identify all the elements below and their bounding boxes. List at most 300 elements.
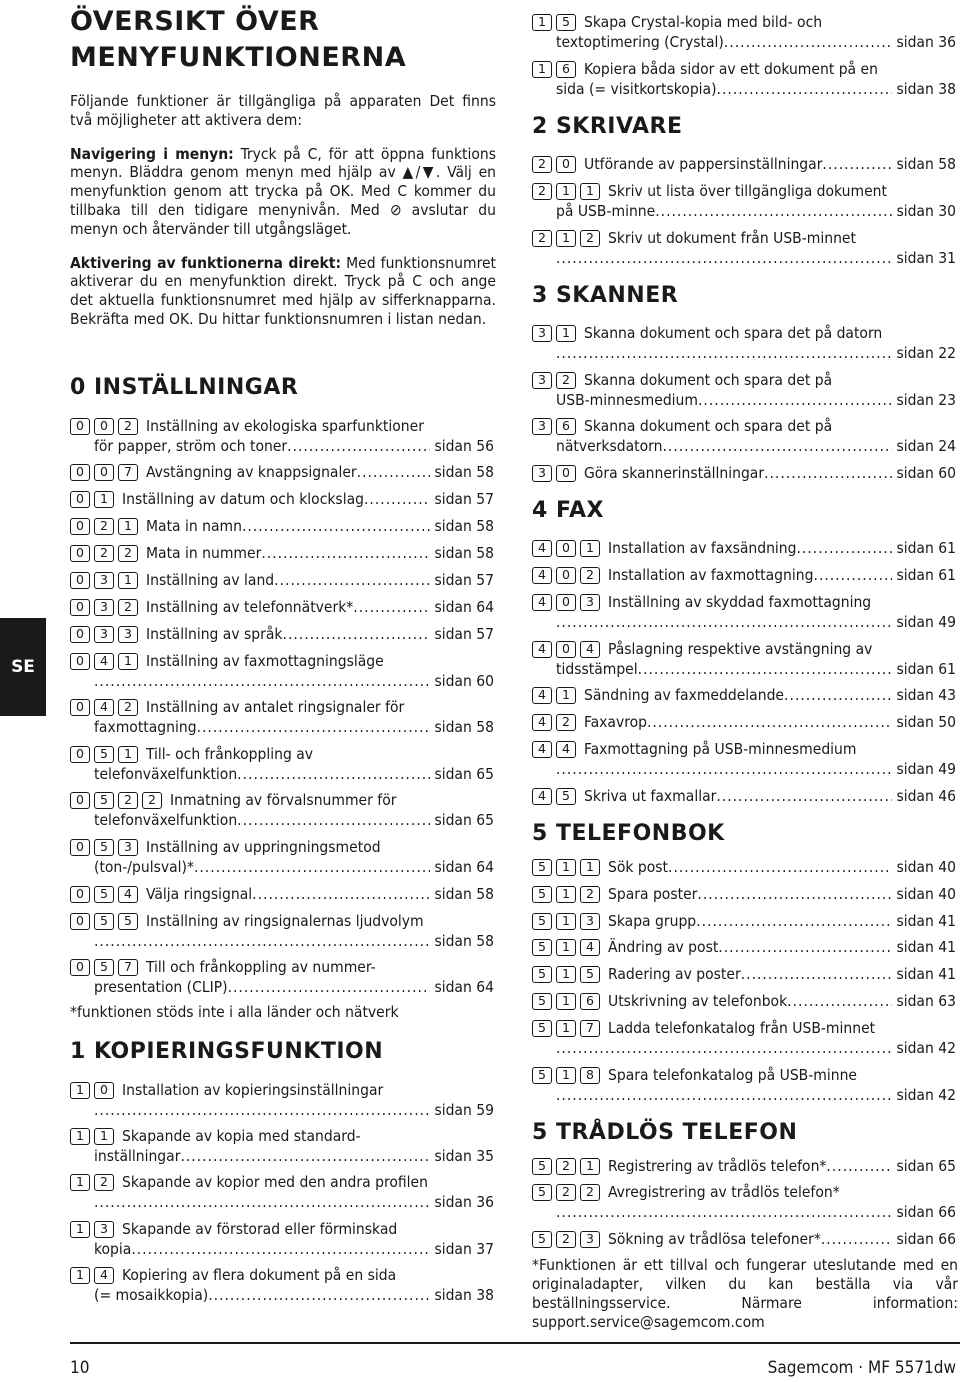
function-keys: [532, 183, 600, 200]
entry-line: [532, 786, 956, 806]
digit-key: 2: [118, 699, 138, 716]
page-reference: sidan 66: [896, 1203, 956, 1221]
function-keys: [532, 741, 576, 758]
digit-key: 3: [532, 418, 552, 435]
function-keys: [70, 699, 138, 716]
entry-label-continued: (= mosaikkopia): [94, 1286, 209, 1304]
digit-key: 0: [556, 156, 576, 173]
entry-label-continued: tidsstämpel: [556, 660, 638, 678]
entry-label: Skapa grupp: [608, 912, 697, 930]
dot-leader: [364, 489, 430, 509]
digit-key: 5: [532, 913, 552, 930]
entry-line: [532, 463, 956, 483]
menu-entry-404: [532, 639, 956, 679]
menu-entry-16: [532, 59, 956, 99]
entry-label: Inställning av antalet ringsignaler för: [146, 698, 405, 716]
menu-entry-031: [70, 570, 494, 590]
entry-line: [532, 712, 956, 732]
digit-key: 0: [94, 418, 114, 435]
entry-line: [532, 1229, 956, 1249]
dot-leader: [647, 712, 892, 732]
digit-key: 2: [556, 714, 576, 731]
entry-label-continued: för papper, ström och toner: [94, 437, 288, 455]
digit-key: 5: [532, 966, 552, 983]
entry-line-continued: [532, 659, 956, 679]
digit-key: 5: [94, 839, 114, 856]
entry-line: [532, 937, 956, 957]
menu-entry-42: [532, 712, 956, 732]
entry-label: Inställning av skyddad faxmottagning: [608, 593, 872, 611]
digit-key: 5: [94, 959, 114, 976]
function-keys: [70, 599, 138, 616]
entry-label-continued: presentation (CLIP): [94, 978, 228, 996]
function-keys: [532, 714, 576, 731]
dot-leader: [237, 764, 430, 784]
entry-line: [532, 538, 956, 558]
digit-key: 5: [532, 886, 552, 903]
page-reference: sidan 57: [434, 490, 494, 508]
menu-entry-516: [532, 991, 956, 1011]
dot-leader: [556, 1202, 892, 1222]
page-reference: sidan 65: [896, 1157, 956, 1175]
function-keys: [70, 653, 138, 670]
digit-key: 3: [118, 626, 138, 643]
section-heading-skanner: 3 SKANNER: [532, 283, 679, 308]
page-reference: sidan 61: [896, 566, 956, 584]
entry-label: Sök post: [608, 858, 669, 876]
entry-label-continued: textoptimering (Crystal): [556, 33, 724, 51]
menu-entry-511: [532, 857, 956, 877]
page-reference: sidan 41: [896, 938, 956, 956]
function-keys: [70, 746, 138, 763]
digit-key: 0: [70, 518, 90, 535]
digit-key: 2: [532, 183, 552, 200]
dot-leader: [261, 543, 430, 563]
function-keys: [532, 1067, 600, 1084]
entry-label: Skriv ut dokument från USB-minnet: [608, 229, 856, 247]
menu-entry-14: [70, 1265, 494, 1305]
page-reference: sidan 58: [434, 885, 494, 903]
digit-key: 1: [94, 491, 114, 508]
dot-leader: [237, 810, 430, 830]
page-reference: sidan 40: [896, 858, 956, 876]
digit-key: 3: [532, 372, 552, 389]
digit-key: 5: [94, 886, 114, 903]
function-keys: [532, 1231, 600, 1248]
dot-leader: [556, 759, 892, 779]
digit-key: 4: [94, 653, 114, 670]
digit-key: 3: [94, 1221, 114, 1238]
menu-entry-45: [532, 786, 956, 806]
entry-line: [532, 639, 956, 659]
menu-entry-20: [532, 154, 956, 174]
entry-line: [532, 991, 956, 1011]
entry-line-continued: [70, 1146, 494, 1166]
entry-label-continued: sida (= visitkortskopia): [556, 80, 717, 98]
entry-line: [532, 857, 956, 877]
function-keys: [70, 491, 114, 508]
function-keys: [70, 913, 138, 930]
page-reference: sidan 50: [896, 713, 956, 731]
digit-key: 5: [94, 913, 114, 930]
digit-key: 1: [70, 1267, 90, 1284]
entry-line: [532, 181, 956, 201]
digit-key: 0: [70, 653, 90, 670]
digit-key: 2: [556, 1231, 576, 1248]
entry-line-continued: [532, 343, 956, 363]
function-keys: [70, 418, 138, 435]
product-name: Sagemcom · MF 5571dw: [767, 1358, 956, 1378]
digit-key: 2: [556, 372, 576, 389]
dot-leader: [741, 964, 893, 984]
function-keys: [532, 913, 600, 930]
function-keys: [532, 939, 600, 956]
dot-leader: [274, 570, 430, 590]
digit-key: 1: [556, 325, 576, 342]
digit-key: 2: [532, 156, 552, 173]
entry-line: [532, 911, 956, 931]
digit-key: 5: [532, 1067, 552, 1084]
entry-line-continued: [532, 1085, 956, 1105]
function-keys: [70, 572, 138, 589]
entry-label: Inställning av språk: [146, 625, 283, 643]
entry-line: [70, 790, 494, 810]
menu-entry-041: [70, 651, 494, 691]
digit-key: 0: [556, 641, 576, 658]
menu-entry-515: [532, 964, 956, 984]
entry-label: Skanna dokument och spara det på: [584, 417, 833, 435]
entry-label: Avstängning av knappsignaler: [146, 463, 357, 481]
digit-key: 2: [94, 1174, 114, 1191]
digit-key: 8: [580, 1067, 600, 1084]
footnote-right: *Funktionen är ett tillval och fungerar uteslutande med en originaladapter, vilken du kan beställa via vår beställningsservice. Närmare information: support.service@sagemcom.com: [532, 1256, 958, 1331]
digit-key: 3: [94, 599, 114, 616]
intro-navigation: [70, 145, 496, 239]
menu-entry-32: [532, 370, 956, 410]
digit-key: 5: [580, 966, 600, 983]
digit-key: 1: [580, 859, 600, 876]
function-keys: [70, 959, 138, 976]
digit-key: 4: [580, 641, 600, 658]
digit-key: 3: [580, 594, 600, 611]
entry-line: [532, 1018, 956, 1038]
page-reference: sidan 49: [896, 613, 956, 631]
entry-line: [532, 228, 956, 248]
digit-key: 2: [556, 1184, 576, 1201]
function-keys: [532, 156, 576, 173]
entry-line: [70, 570, 494, 590]
entry-line-continued: [70, 977, 494, 997]
page-reference: sidan 66: [896, 1230, 956, 1248]
page-reference: sidan 41: [896, 965, 956, 983]
digit-key: 0: [70, 545, 90, 562]
entry-label: Till- och frånkoppling av: [146, 745, 314, 763]
menu-entry-41: [532, 685, 956, 705]
entry-line: [70, 1265, 494, 1285]
entry-line-continued: [532, 79, 956, 99]
navigation-text: Tryck på C, för att öppna funktions menyn. Bläddra genom menyn med hjälp av ▲/▼. Välj en menyfunktion genom att trycka på OK. Med C kommer du tillbaka till den tidigare menynivån. Med ⊘ avslutar du menyn och återvänder till utgångsläget.: [70, 144, 497, 238]
entry-line: [70, 1126, 494, 1146]
digit-key: 1: [556, 939, 576, 956]
function-keys: [532, 372, 576, 389]
entry-line-continued: [70, 671, 494, 691]
digit-key: 1: [556, 886, 576, 903]
page-reference: sidan 58: [434, 517, 494, 535]
menu-entry-402: [532, 565, 956, 585]
function-keys: [70, 545, 138, 562]
entry-label: Mata in namn: [146, 517, 242, 535]
digit-key: 0: [556, 594, 576, 611]
digit-key: 5: [94, 746, 114, 763]
digit-key: 2: [580, 886, 600, 903]
dot-leader: [638, 659, 893, 679]
page-reference: sidan 65: [434, 811, 494, 829]
digit-key: 1: [556, 913, 576, 930]
entry-label: Inställning av faxmottagningsläge: [146, 652, 384, 670]
page-reference: sidan 43: [896, 686, 956, 704]
digit-key: 0: [70, 599, 90, 616]
digit-key: 5: [94, 792, 114, 809]
entry-line: [532, 323, 956, 343]
dot-leader: [556, 1038, 892, 1058]
footer-divider: [70, 1342, 960, 1344]
section-heading-fax: 4 FAX: [532, 498, 604, 523]
dot-leader: [813, 565, 892, 585]
dot-leader: [826, 1156, 892, 1176]
digit-key: 4: [532, 687, 552, 704]
digit-key: 1: [94, 1128, 114, 1145]
entry-line: [70, 597, 494, 617]
digit-key: 0: [556, 540, 576, 557]
entry-line: [532, 1065, 956, 1085]
digit-key: 1: [118, 653, 138, 670]
function-keys: [532, 687, 576, 704]
digit-key: 2: [580, 1184, 600, 1201]
digit-key: 5: [532, 1231, 552, 1248]
function-keys: [532, 788, 576, 805]
dot-leader: [724, 32, 893, 52]
entry-line-continued: [70, 764, 494, 784]
page-reference: sidan 24: [896, 437, 956, 455]
page-reference: sidan 35: [434, 1147, 494, 1165]
entry-label: Inställning av datum och klockslag: [122, 490, 364, 508]
dot-leader: [94, 1100, 430, 1120]
entry-line-continued: [532, 436, 956, 456]
entry-label: Sökning av trådlösa telefoner*: [608, 1230, 821, 1248]
entry-line: [70, 884, 494, 904]
entry-label: Faxavrop: [584, 713, 647, 731]
function-keys: [70, 839, 138, 856]
digit-key: 0: [94, 464, 114, 481]
entry-label-continued: telefonväxelfunktion: [94, 765, 238, 783]
menu-entry-054: [70, 884, 494, 904]
entry-label-continued: nätverksdatorn: [556, 437, 663, 455]
digit-key: 4: [532, 540, 552, 557]
dot-leader: [556, 248, 892, 268]
digit-key: 2: [556, 1158, 576, 1175]
function-keys: [70, 1174, 114, 1191]
entry-line: [70, 1172, 494, 1192]
dot-leader: [662, 436, 892, 456]
intro-direct: [70, 254, 496, 329]
entry-line: [70, 543, 494, 563]
digit-key: 1: [580, 540, 600, 557]
dot-leader: [197, 717, 431, 737]
entry-label-continued: USB-minnesmedium: [556, 391, 698, 409]
entry-line: [70, 416, 494, 436]
digit-key: 2: [118, 792, 138, 809]
menu-entry-12: [70, 1172, 494, 1212]
entry-label: Ladda telefonkatalog från USB-minnet: [608, 1019, 876, 1037]
entry-line-continued: [70, 1285, 494, 1305]
entry-label-continued: faxmottagning: [94, 718, 197, 736]
menu-entry-10: [70, 1080, 494, 1120]
entry-label: Skapande av förstorad eller förminskad: [122, 1220, 398, 1238]
direct-text: Med funktionsnumret aktiverar du en menyfunktion direkt. Tryck på C och ange det aktuella funktionsnumret med hjälp av sifferknapparna. Bekräfta med OK. Du hittar funktionsnumren i listan nedan.: [70, 253, 496, 328]
dot-leader: [242, 516, 430, 536]
entry-line: [532, 739, 956, 759]
digit-key: 4: [532, 594, 552, 611]
entry-label: Installation av kopieringsinställningar: [122, 1081, 384, 1099]
menu-entry-30: [532, 463, 956, 483]
page-reference: sidan 58: [434, 718, 494, 736]
function-keys: [532, 14, 576, 31]
dot-leader: [252, 884, 430, 904]
dot-leader: [556, 612, 892, 632]
digit-key: 5: [532, 939, 552, 956]
page-title: ÖVERSIKT ÖVER MENYFUNKTIONERNA: [70, 6, 407, 73]
page-reference: sidan 58: [434, 932, 494, 950]
entry-label: Välja ringsignal: [146, 885, 253, 903]
digit-key: 4: [532, 567, 552, 584]
digit-key: 4: [532, 741, 552, 758]
entry-line: [70, 911, 494, 931]
entry-line: [70, 489, 494, 509]
entry-line-continued: [70, 1100, 494, 1120]
entry-label: Registrering av trådlös telefon*: [608, 1157, 827, 1175]
digit-key: 5: [118, 913, 138, 930]
entry-line-continued: [532, 248, 956, 268]
entry-line: [70, 624, 494, 644]
digit-key: 1: [556, 993, 576, 1010]
entry-label: Utskrivning av telefonbok: [608, 992, 788, 1010]
entry-line: [70, 837, 494, 857]
menu-entry-033: [70, 624, 494, 644]
digit-key: 4: [532, 641, 552, 658]
page-reference: sidan 65: [434, 765, 494, 783]
menu-entry-44: [532, 739, 956, 779]
menu-entry-514: [532, 937, 956, 957]
entry-line-continued: [532, 1038, 956, 1058]
function-keys: [532, 886, 600, 903]
section-heading-telefonbok: 5 TELEFONBOK: [532, 821, 725, 846]
menu-entry-36: [532, 416, 956, 456]
entry-line: [532, 59, 956, 79]
page-reference: sidan 30: [896, 202, 956, 220]
digit-key: 1: [70, 1082, 90, 1099]
entry-line: [532, 964, 956, 984]
digit-key: 0: [556, 567, 576, 584]
page-reference: sidan 58: [434, 463, 494, 481]
menu-entry-057: [70, 957, 494, 997]
menu-entry-403: [532, 592, 956, 632]
entry-label: Inställning av uppringningsmetod: [146, 838, 381, 856]
digit-key: 2: [532, 230, 552, 247]
entry-line: [70, 651, 494, 671]
menu-entry-032: [70, 597, 494, 617]
page-reference: sidan 59: [434, 1101, 494, 1119]
function-keys: [532, 567, 600, 584]
digit-key: 2: [94, 518, 114, 535]
entry-line-continued: [70, 1192, 494, 1212]
page-reference: sidan 38: [896, 80, 956, 98]
entry-label: Skapande av kopior med den andra profilen: [122, 1173, 428, 1191]
page-reference: sidan 58: [434, 544, 494, 562]
entry-line-continued: [70, 717, 494, 737]
dot-leader: [822, 154, 892, 174]
function-keys: [532, 418, 576, 435]
entry-label: Skanna dokument och spara det på datorn: [584, 324, 883, 342]
entry-label-continued: kopia: [94, 1240, 132, 1258]
dot-leader: [784, 685, 892, 705]
entry-line-continued: [532, 759, 956, 779]
menu-entry-13: [70, 1219, 494, 1259]
digit-key: 0: [70, 464, 90, 481]
dot-leader: [353, 597, 430, 617]
dot-leader: [94, 1192, 430, 1212]
dot-leader: [787, 991, 892, 1011]
entry-label: Kopiera båda sidor av ett dokument på en: [584, 60, 878, 78]
dot-leader: [655, 201, 892, 221]
digit-key: 4: [532, 714, 552, 731]
page-reference: sidan 61: [896, 660, 956, 678]
dot-leader: [208, 1285, 430, 1305]
entry-label: Skapa Crystal-kopia med bild- och: [584, 13, 823, 31]
section-heading-kopieringsfunktion: 1 KOPIERINGSFUNKTION: [70, 1039, 384, 1064]
digit-key: 3: [580, 913, 600, 930]
digit-key: 1: [70, 1128, 90, 1145]
digit-key: 3: [94, 572, 114, 589]
entry-label: Installation av faxsändning: [608, 539, 797, 557]
digit-key: 4: [532, 788, 552, 805]
entry-label: Radering av poster: [608, 965, 741, 983]
digit-key: 6: [580, 993, 600, 1010]
dot-leader: [357, 462, 431, 482]
digit-key: 3: [94, 626, 114, 643]
page-reference: sidan 23: [896, 391, 956, 409]
entry-label: Kopiering av flera dokument på en sida: [122, 1266, 397, 1284]
entry-label: Göra skannerinställningar: [584, 464, 765, 482]
entry-line-continued: [70, 931, 494, 951]
intro-paragraph: Följande funktioner är tillgängliga på apparaten Det finns två möjligheter att aktivera dem:: [70, 92, 496, 129]
digit-key: 1: [118, 518, 138, 535]
digit-key: 2: [580, 567, 600, 584]
page-reference: sidan 64: [434, 858, 494, 876]
digit-key: 1: [556, 1067, 576, 1084]
dot-leader: [698, 390, 892, 410]
menu-entry-31: [532, 323, 956, 363]
function-keys: [532, 540, 600, 557]
direct-label: Aktivering av funktionerna direkt:: [70, 253, 342, 272]
page-number: 10: [70, 1358, 90, 1378]
menu-entry-518: [532, 1065, 956, 1105]
digit-key: 0: [70, 886, 90, 903]
menu-entry-211: [532, 181, 956, 221]
digit-key: 1: [556, 859, 576, 876]
section-heading-installningar: 0 INSTÄLLNINGAR: [70, 375, 299, 400]
entry-label: Ändring av post: [608, 938, 719, 956]
digit-key: 0: [70, 626, 90, 643]
